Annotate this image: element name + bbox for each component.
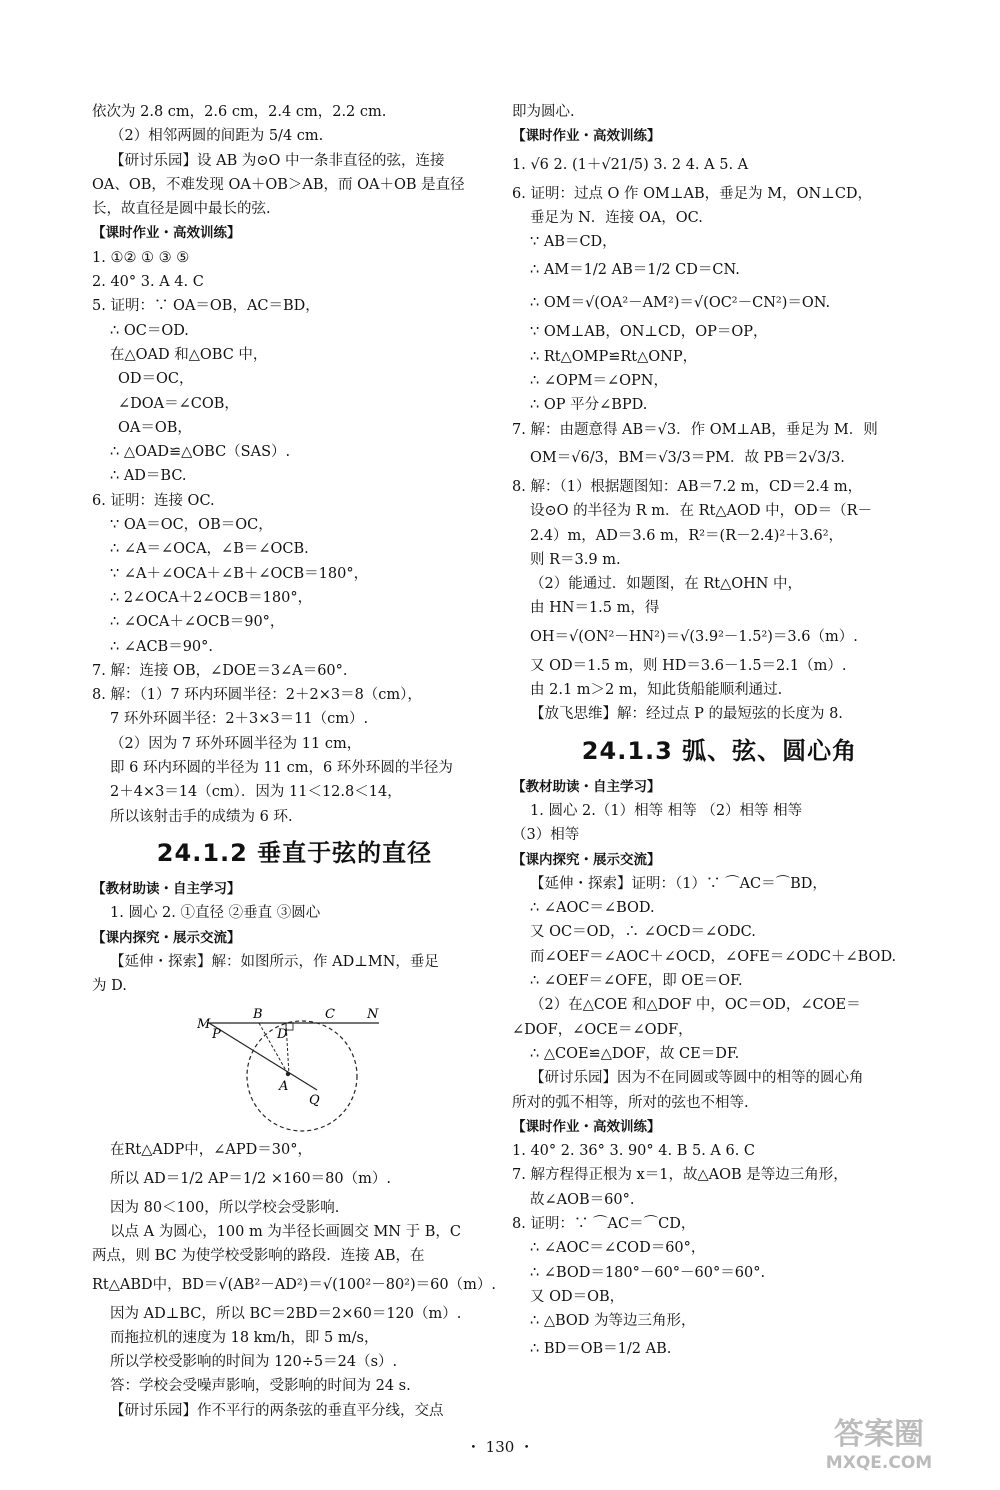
text-line: ∴ ∠ACB＝90°. [110,638,214,655]
text-line: 2.4）m，AD＝3.6 m，R²＝(R－2.4)²＋3.6²， [530,527,844,544]
page-number: ・ 130 ・ [465,1438,535,1456]
text-line: 所对的弧不相等，所对的弦也不相等. [512,1094,749,1111]
text-line: 7 环外环圆半径：2＋3×3＝11（cm）. [110,711,369,728]
text-line: ∴ ∠AOC＝∠COD＝60°， [530,1240,706,1257]
text-line: Rt△ABD中，BD＝√(AB²－AD²)＝√(100²－80²)＝60（m）. [92,1276,496,1293]
text-line: ∠DOF，∠OCE＝∠ODF， [512,1021,693,1038]
text-line: 8. 解：（1）7 环内环圆半径：2＋2×3＝8（cm）， [92,687,422,704]
text-line: （2）在△COE 和△DOF 中，OC＝OD，∠COE＝ [530,997,861,1014]
watermark-logo [794,1410,964,1474]
text-line: ∵ AB＝CD， [530,234,617,251]
brace-line: ∠DOA＝∠COB， [118,395,239,412]
text-line: 由 2.1 m＞2 m，知此货船能顺利通过. [530,682,783,699]
section-header: 【课内探究・展示交流】 [512,851,661,868]
text-line: 【放飞思维】解：经过点 P 的最短弦的长度为 8. [530,706,843,723]
circle-diagram [197,998,397,1136]
text-line: ∴ OC＝OD. [110,322,189,339]
text-line: ∴ BD＝OB＝1/2 AB. [530,1341,672,1358]
section-header: 【课内探究・展示交流】 [92,929,241,946]
answer-line: 1. √6 2. (1＋√21/5) 3. 2 4. A 5. A [512,156,749,173]
text-line: 所以该射击手的成绩为 6 环. [110,808,293,825]
text-line: ∴ ∠A＝∠OCA，∠B＝∠OCB. [110,541,309,558]
text-line: 两点，则 BC 为使学校受影响的路段．连接 AB，在 [92,1248,425,1265]
section-header: 【教材助读・自主学习】 [512,778,661,795]
text-line: 故∠AOB＝60°. [530,1191,635,1208]
answer-line: （3）相等 [512,827,580,844]
text-line: 8. 证明：∵ ⌒AC＝⌒CD， [512,1215,696,1232]
section-header: 【课时作业・高效训练】 [512,1118,661,1135]
label-m: M [197,1017,211,1033]
text-line: ∴ OM＝√(OA²－AM²)＝√(OC²－CN²)＝ON. [530,295,831,312]
text-line: 6. 证明：连接 OC. [92,492,215,509]
label-q: Q [309,1093,320,1109]
text-line: OM＝√6/3，BM＝√3/3＝PM．故 PB＝2√3/3. [530,449,845,466]
answer-line: 1. 圆心 2.（1）相等 相等 （2）相等 相等 [530,802,803,819]
text-line: 8. 解：（1）根据题图知：AB＝7.2 m，CD＝2.4 m， [512,478,863,495]
text-line: ∵ OA＝OC，OB＝OC， [110,517,273,534]
label-d: D [277,1027,288,1043]
text-line: 又 OD＝OB， [530,1288,625,1305]
text-line: 【延伸・探索】解：如图所示，作 AD⊥MN，垂足 [110,953,439,970]
text-line: 【延伸・探索】证明：（1）∵ ⌒AC＝⌒BD， [530,875,827,892]
text-line: 而∠OEF＝∠AOC＋∠OCD，∠OFE＝∠ODC＋∠BOD. [530,948,897,965]
left-column [92,100,497,1423]
text-line: 2＋4×3＝14（cm）．因为 11＜12.8＜14， [110,784,402,801]
text-line: 长，故直径是圆中最长的弦. [92,201,271,218]
text-line: ∴ AM＝1/2 AB＝1/2 CD＝CN. [530,262,740,279]
text-line: ∴ ∠OCA＋∠OCB＝90°， [110,614,285,631]
text-line: 即为圆心. [512,104,575,120]
text-line: 【研讨乐园】作不平行的两条弦的垂直平分线，交点 [110,1402,444,1419]
text-line: 所以 AD＝1/2 AP＝1/2 ×160＝80（m）. [110,1170,391,1187]
section-header: 【教材助读・自主学习】 [92,880,241,897]
text-line: 又 OD＝1.5 m，则 HD＝3.6－1.5＝2.1（m）. [530,657,847,674]
text-line: OA、OB，不难发现 OA＋OB＞AB，而 OA＋OB 是直径 [92,176,465,193]
text-line: ∴ ∠AOC＝∠BOD. [530,900,655,917]
section-title: 24.1.2 垂直于弦的直径 [156,838,433,867]
text-line: （2）相邻两圆的间距为 5/4 cm. [110,128,324,145]
text-line: 而拖拉机的速度为 18 km/h，即 5 m/s， [110,1329,379,1346]
text-line: （2）因为 7 环外环圆半径为 11 cm， [110,735,362,752]
text-line: 7. 解方程得正根为 x＝1，故△AOB 是等边三角形， [512,1167,848,1184]
text-line: 因为 80＜100，所以学校会受影响. [110,1199,340,1216]
answer-line: 2. 40° 3. A 4. C [92,274,204,291]
text-line: （2）能通过．如题图，在 Rt△OHN 中， [530,576,803,593]
text-line: 答：学校会受噪声影响，受影响的时间为 24 s. [110,1378,411,1395]
text-line: ∵ ∠A＋∠OCA＋∠B＋∠OCB＝180°， [110,565,369,582]
text-line: 为 D. [92,978,127,995]
right-column [512,100,927,1366]
text-line: ∴ △OAD≌△OBC（SAS）. [110,444,291,461]
section-header: 【课时作业・高效训练】 [512,128,661,145]
text-line: OH＝√(ON²－HN²)＝√(3.9²－1.5²)＝3.6（m）. [530,628,858,645]
text-line: 6. 证明：过点 O 作 OM⊥AB，垂足为 M，ON⊥CD， [512,185,873,202]
text-line: 【研讨乐园】设 AB 为⊙O 中一条非直径的弦，连接 [110,152,445,169]
text-line: 由 HN＝1.5 m，得 [530,600,660,617]
text-line: ∴ ∠BOD＝180°－60°－60°＝60°. [530,1264,766,1281]
answer-line: 1. 40° 2. 36° 3. 90° 4. B 5. A 6. C [512,1143,756,1160]
text-line: 依次为 2.8 cm，2.6 cm，2.4 cm，2.2 cm. [92,104,387,120]
text-line: ∵ OM⊥AB，ON⊥CD，OP＝OP， [530,324,768,341]
label-b: B [253,1007,263,1023]
text-line: 在△OAD 和△OBC 中， [110,346,268,363]
text-line: 【研讨乐园】因为不在同圆或等圆中的相等的圆心角 [530,1070,864,1087]
text-line: ∴ AD＝BC. [110,468,187,485]
text-line: 垂足为 N．连接 OA，OC. [530,209,703,226]
geometry-figure [92,998,497,1138]
label-a: A [279,1079,289,1095]
text-line: ∴ △COE≌△DOF，故 CE＝DF. [530,1045,740,1062]
text-line: ∴ ∠OEF＝∠OFE，即 OE＝OF. [530,973,743,990]
text-line: 又 OC＝OD，∴ ∠OCD＝∠ODC. [530,924,756,941]
section-header: 【课时作业・高效训练】 [92,225,241,242]
text-line: 因为 AD⊥BC，所以 BC＝2BD＝2×60＝120（m）. [110,1305,462,1322]
text-line: ∴ OP 平分∠BPD. [530,397,648,414]
answer-line: 1. ①② ① ③ ⑤ [92,249,190,266]
text-line: 所以学校受影响的时间为 120÷5＝24（s）. [110,1354,398,1371]
label-p: P [212,1027,221,1043]
dashed-circle [247,1021,357,1131]
brace-line: OA＝OB， [118,419,192,436]
text-line: 以点 A 为圆心，100 m 为半径长画圆交 MN 于 B，C [110,1223,461,1240]
point-a [286,1072,290,1076]
text-line: ∴ Rt△OMP≌Rt△ONP， [530,348,698,365]
label-c: C [325,1007,335,1023]
text-line: 设⊙O 的半径为 R m．在 Rt△AOD 中，OD＝（R－ [530,503,873,520]
text-line: 即 6 环内环圆的半径为 11 cm，6 环外环圆的半径为 [110,760,453,777]
text-line: 在Rt△ADP中，∠APD＝30°， [110,1142,312,1159]
label-n: N [367,1007,379,1023]
text-line: 则 R＝3.9 m. [530,551,621,568]
section-title: 24.1.3 弧、弦、圆心角 [581,736,858,765]
text-line: ∴ 2∠OCA＋2∠OCB＝180°， [110,589,313,606]
watermark-text: 答案圈 [834,1417,924,1452]
answer-line: 1. 圆心 2. ①直径 ②垂直 ③圆心 [110,905,321,922]
text-line: 5. 证明：∵ OA＝OB，AC＝BD， [92,298,320,315]
text-line: 7. 解：连接 OB，∠DOE＝3∠A＝60°. [92,662,348,679]
text-line: ∴ ∠OPM＝∠OPN， [530,373,668,390]
text-line: ∴ △BOD 为等边三角形， [530,1313,696,1330]
brace-line: OD＝OC， [118,371,194,388]
line-pq [209,1023,317,1090]
text-line: 7. 解：由题意得 AB＝√3．作 OM⊥AB，垂足为 M．则 [512,421,878,438]
watermark-url: MXQE.COM [825,1453,933,1473]
